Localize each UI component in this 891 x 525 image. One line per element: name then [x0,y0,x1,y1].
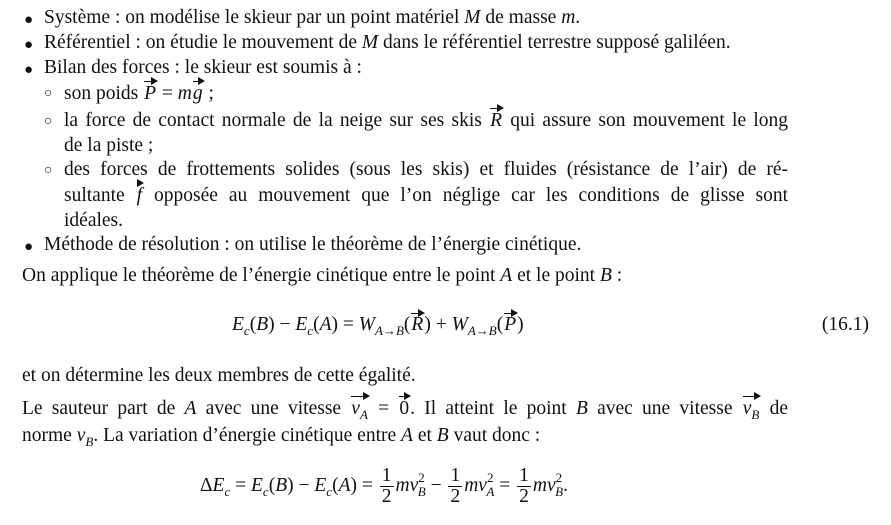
vector-zero: 0 [399,398,410,419]
vector-f: f [136,185,143,206]
vector-R: R [490,110,503,131]
paragraph-text: et [412,425,437,446]
sub-item-text: la force de contact normale de la neige sur ses skis [64,110,490,131]
sub-item-text: opposée au mouvement que l’on néglige car les conditions de glisse sont [143,185,788,206]
sub-item-text: son poids [64,83,144,104]
math-m: m [177,83,192,104]
bullet-text: : le skieur est soumis à : [169,57,362,78]
bullet-text: de masse [480,7,562,28]
sub-item-text: ; [203,83,214,104]
bullet-label: Système [44,7,111,28]
sub-item-poids [64,82,214,106]
equation-delta-ec: $\Delta E_c = E_c(B) - E_c(A)$ = $\frac{1}{2}$ $mv^2_B$ − $\frac{1}{2}$ $mv^2_A$ = $\frac{1}{2}$ $mv^2_B$. [200,465,568,507]
sub-item-frott-line1: des forces de frottements solides (sous les skis) et fluides (résistance de l’air) de ré- [64,159,788,180]
sub-item-frott-line2 [64,184,788,208]
paragraph-text: norme [22,425,77,446]
equation-16-1: $E_c(B) - E_c(A) = W_{A\to B}(R) + W_{A\to B}(P)$ [232,314,524,338]
math-M: M [464,7,481,28]
bullet-label: Référentiel [44,32,131,53]
bullet-text: : on modélise le skieur par un point matériel [110,7,465,28]
paragraph-text: vaut donc : [448,425,541,446]
bullet-icon: ● [24,37,34,53]
bullet-icon: ● [24,239,34,255]
sub-item-contact-line1 [64,109,788,133]
paragraph-text: de [760,398,788,419]
sub-item-text: sultante [64,185,136,206]
after-equation-paragraph: et on détermine les deux membres de cette égalité. [22,365,416,386]
math-M: M [361,32,379,53]
bullet-icon: ● [24,62,34,78]
circle-bullet-icon: ○ [44,163,53,178]
bullet-systeme [44,6,580,30]
vector-P: P [144,83,157,104]
vector-g: g [192,83,203,104]
bullet-text: dans le référentiel terrestre supposé galiléen. [378,32,731,53]
paragraph-text: . Il atteint le point [410,398,576,419]
paragraph-text: Le sauteur part de [22,398,185,419]
paragraph-text: . La variation d’énergie cinétique entre [93,425,402,446]
sub-item-contact-line2: de la piste ; [64,135,154,156]
sauteur-line2: norme $v_B$. La variation d’énergie cinétique entre A et B vaut donc : [22,425,541,449]
paragraph-text: avec une vitesse [587,398,742,419]
equals: = [157,83,178,104]
sub-item-frott-line3: idéales. [64,210,124,231]
bullet-label: Bilan des forces [44,57,170,78]
math-A: A [184,398,197,419]
paragraph-text: avec une vitesse [196,398,351,419]
sub-item-text: qui assure son mouvement le long [503,110,789,131]
circle-bullet-icon: ○ [44,114,53,129]
bullet-text: . [575,7,581,28]
sauteur-line1: Le sauteur part de A avec une vitesse $v_A = 0$. Il atteint le point B avec une vitesse $v_B$ de [22,397,788,427]
circle-bullet-icon: ○ [44,86,53,101]
math-m: m [561,7,576,28]
vector-vB: $v_B$ [742,397,761,427]
bullet-referentiel [44,31,731,55]
equation-number: (16.1) [821,314,869,335]
bullet-icon: ● [24,12,34,28]
bullet-methode: Méthode de résolution : on utilise le théorème de l’énergie cinétique. [44,234,582,255]
bullet-text: : on étudie le mouvement de [130,32,362,53]
vector-vA: $v_A$ [350,397,369,427]
math-B: B [575,398,588,419]
intro-paragraph: On applique le théorème de l’énergie cinétique entre le point A et le point B : [22,265,623,286]
